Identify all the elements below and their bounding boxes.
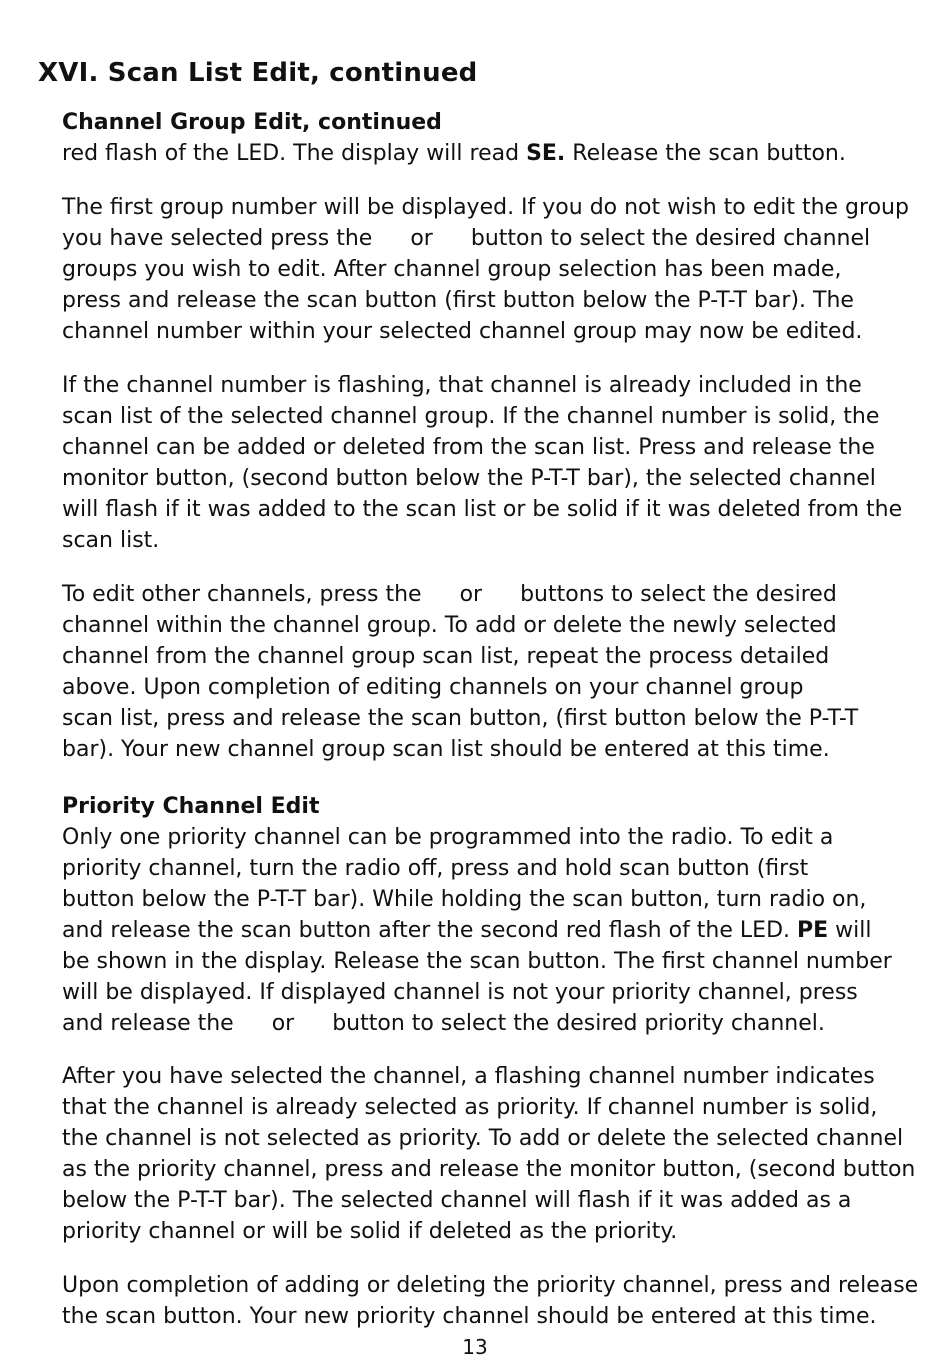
- text-line: priority channel or will be solid if deleted as the priority.: [62, 1219, 678, 1244]
- text-line: be shown in the display. Release the scan button. The first channel number: [62, 949, 892, 974]
- text-line: channel from the channel group scan list, repeat the process detailed: [62, 644, 830, 669]
- text-line: [62, 579, 932, 610]
- text-line: that the channel is already selected as priority. If channel number is solid,: [62, 1095, 878, 1120]
- text-line: If the channel number is flashing, that channel is already included in the: [62, 373, 862, 398]
- text-line: monitor button, (second button below the P-T-T bar), the selected channel: [62, 466, 876, 491]
- text-span: or: [459, 582, 483, 607]
- paragraph-3: [62, 579, 932, 765]
- text-line: scan list of the selected channel group. If the channel number is solid, the: [62, 404, 880, 429]
- text-line: as the priority channel, press and release the monitor button, (second button: [62, 1157, 916, 1182]
- text-line: bar). Your new channel group scan list should be entered at this time.: [62, 737, 830, 762]
- subsection-heading: Priority Channel Edit: [62, 794, 320, 819]
- paragraph-2: [62, 370, 932, 556]
- text-line: Only one priority channel can be programmed into the radio. To edit a: [62, 825, 834, 850]
- text-line: the scan button. Your new priority channel should be entered at this time.: [62, 1304, 877, 1329]
- text-line: channel within the channel group. To add or delete the newly selected: [62, 613, 837, 638]
- text-span: or: [271, 1011, 295, 1036]
- text-line: will flash if it was added to the scan list or be solid if it was deleted from the: [62, 497, 903, 522]
- text-line: the channel is not selected as priority. To add or delete the selected channel: [62, 1126, 904, 1151]
- text-line: [62, 915, 932, 946]
- priority-channel-edit-block: [62, 791, 932, 1039]
- text-line: The first group number will be displayed. If you do not wish to edit the group: [62, 195, 909, 220]
- display-code-pe: PE: [797, 918, 829, 943]
- text-span: button to select the desired priority channel.: [332, 1011, 825, 1036]
- text-span: you have selected press the: [62, 226, 373, 251]
- text-line: groups you wish to edit. After channel group selection has been made,: [62, 257, 842, 282]
- text-line: button below the P-T-T bar). While holding the scan button, turn radio on,: [62, 887, 867, 912]
- text-line: press and release the scan button (first button below the P-T-T bar). The: [62, 288, 854, 313]
- text-line: scan list.: [62, 528, 160, 553]
- text-line: [62, 223, 932, 254]
- text-span: Release the scan button.: [565, 141, 846, 166]
- text-line: channel can be added or deleted from the scan list. Press and release the: [62, 435, 875, 460]
- paragraph-5: [62, 1061, 932, 1247]
- text-span: and release the: [62, 1011, 234, 1036]
- text-span: button to select the desired channel: [470, 226, 871, 251]
- text-line: priority channel, turn the radio off, press and hold scan button (first: [62, 856, 809, 881]
- text-line: below the P-T-T bar). The selected channel will flash if it was added as a: [62, 1188, 852, 1213]
- text-line: [62, 1008, 932, 1039]
- text-span: or: [410, 226, 433, 251]
- channel-group-edit-block: [62, 107, 932, 169]
- section-title: XVI. Scan List Edit, continued: [38, 58, 478, 88]
- text-line: will be displayed. If displayed channel is not your priority channel, press: [62, 980, 858, 1005]
- paragraph-6: [62, 1270, 932, 1332]
- text-line: After you have selected the channel, a flashing channel number indicates: [62, 1064, 875, 1089]
- text-line: above. Upon completion of editing channels on your channel group: [62, 675, 804, 700]
- page-number: 13: [462, 1335, 488, 1359]
- text-span: red flash of the LED. The display will read: [62, 141, 527, 166]
- display-code-se: SE.: [526, 141, 566, 166]
- text-line: Upon completion of adding or deleting the priority channel, press and release: [62, 1273, 919, 1298]
- text-span: To edit other channels, press the: [62, 582, 422, 607]
- text-span: and release the scan button after the second red flash of the LED.: [62, 918, 797, 943]
- subsection-heading: Channel Group Edit, continued: [62, 110, 442, 135]
- paragraph-1: [62, 192, 932, 347]
- text-line: channel number within your selected channel group may now be edited.: [62, 319, 863, 344]
- text-line: scan list, press and release the scan button, (first button below the P-T-T: [62, 706, 859, 731]
- text-span: will: [828, 918, 872, 943]
- text-span: buttons to select the desired: [520, 582, 837, 607]
- text-line: [62, 138, 932, 169]
